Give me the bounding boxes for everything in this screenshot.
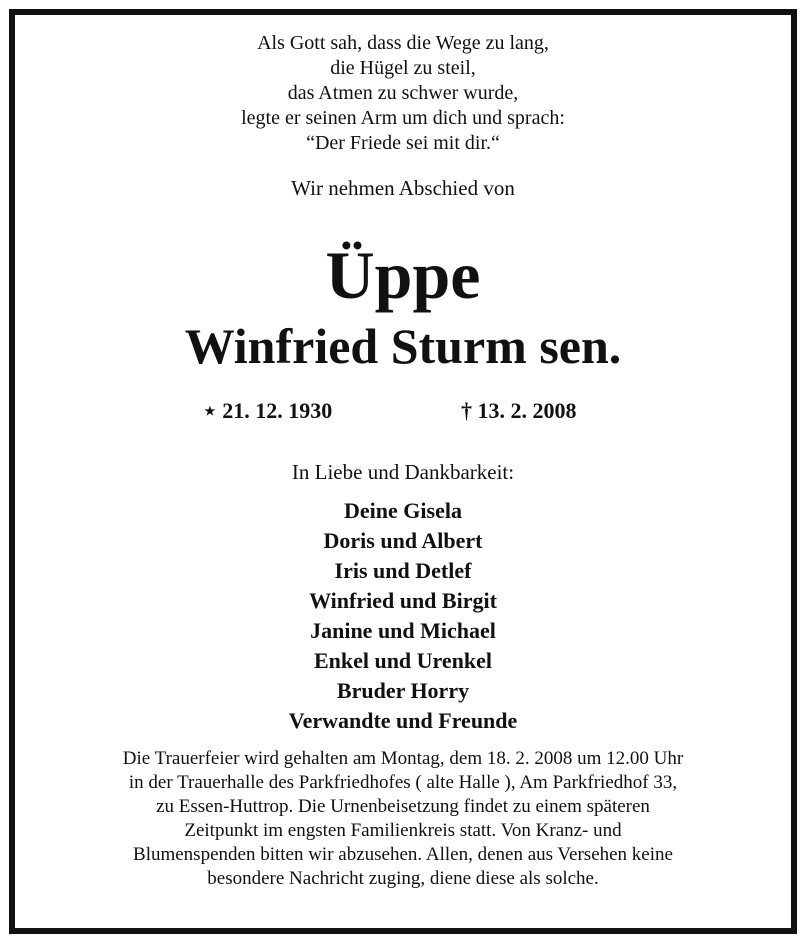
mourners-list [15,496,791,736]
funeral-notice [15,747,791,891]
obituary-content [15,15,791,928]
death-date: † 13. 2. 2008 [461,398,577,423]
poem [15,31,791,156]
mourner-entry: Winfried und Birgit [309,588,497,613]
poem-line: legte er seinen Arm um dich und sprach: [241,107,565,129]
notice-line: besondere Nachricht zuging, diene diese als solche. [207,868,599,889]
poem-line: “Der Friede sei mit dir.“ [306,132,500,154]
poem-line: das Atmen zu schwer wurde, [287,82,519,104]
deceased-fullname: Winfried Sturm sen. [184,318,622,374]
thanks-line: In Liebe und Dankbarkeit: [291,460,515,484]
mourner-entry: Deine Gisela [344,498,462,523]
farewell-intro: Wir nehmen Abschied von [291,176,515,200]
notice-line: Blumenspenden bitten wir abzusehen. Allen, denen aus Versehen keine [133,844,673,865]
notice-line: Die Trauerfeier wird gehalten am Montag, dem 18. 2. 2008 um 12.00 Uhr [122,748,684,769]
obituary-frame [9,9,797,934]
notice-line: in der Trauerhalle des Parkfriedhofes ( alte Halle ), Am Parkfriedhof 33, [128,772,678,793]
poem-line: die Hügel zu steil, [330,57,476,79]
deceased-surname: Üppe [325,237,481,313]
mourner-entry: Bruder Horry [336,678,470,703]
notice-line: zu Essen-Huttrop. Die Urnenbeisetzung findet zu einem späteren [156,796,650,817]
poem-line: Als Gott sah, dass die Wege zu lang, [257,32,549,54]
mourner-entry: Verwandte und Freunde [288,708,518,733]
birth-date: ⋆ 21. 12. 1930 [203,398,333,423]
mourner-entry: Enkel und Urenkel [313,648,493,673]
notice-line: Zeitpunkt im engsten Familienkreis statt. Von Kranz- und [184,820,622,841]
mourner-entry: Janine und Michael [310,618,496,643]
mourner-entry: Iris und Detlef [334,558,472,583]
mourner-entry: Doris und Albert [323,528,483,553]
